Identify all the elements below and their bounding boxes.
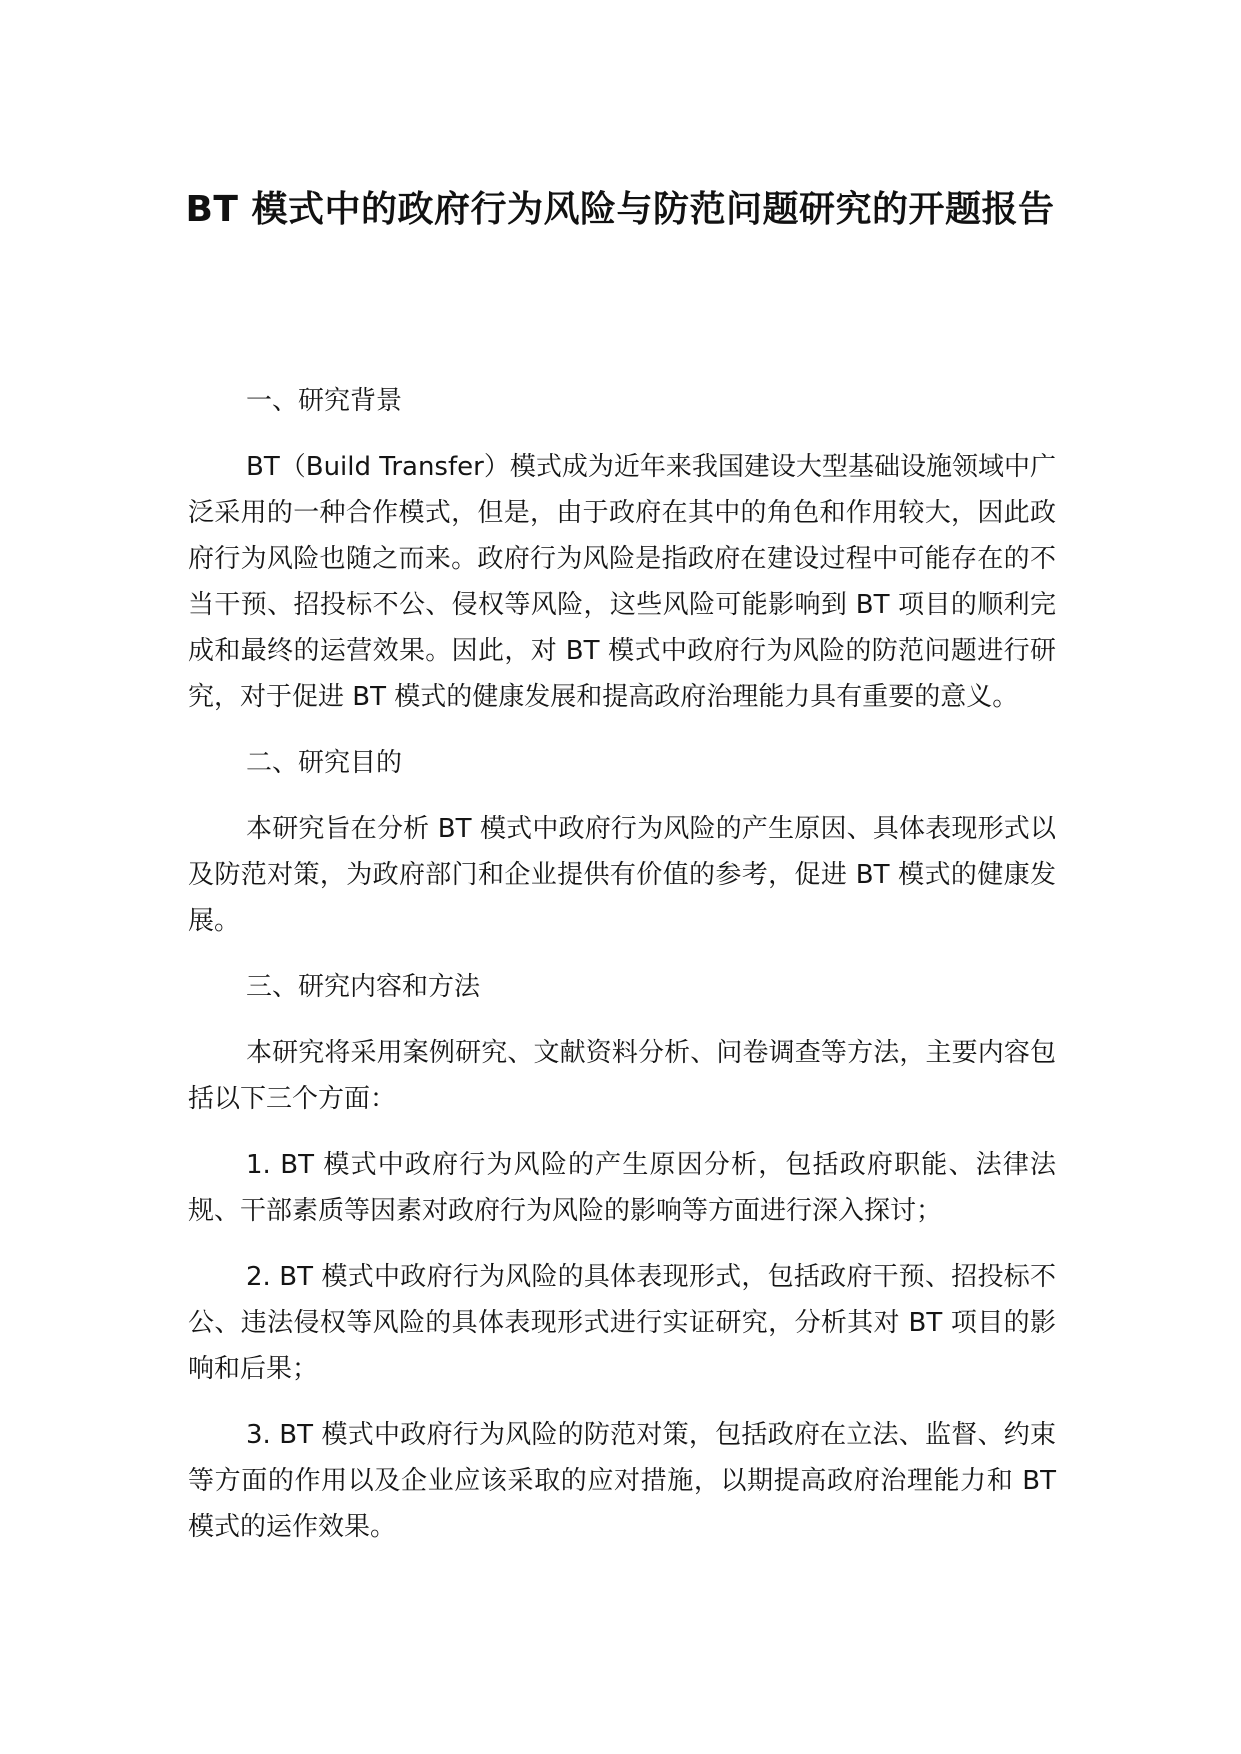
content-item-1: 1. BT 模式中政府行为风险的产生原因分析，包括政府职能、法律法规、干部素质等因素对政府行为风险的影响等方面进行深入探讨； [188,1150,1056,1226]
content-item-2: 2. BT 模式中政府行为风险的具体表现形式，包括政府干预、招投标不公、违法侵权等风险的具体表现形式进行实证研究，分析其对 BT 项目的影响和后果； [188,1262,1056,1384]
content-item-3: 3. BT 模式中政府行为风险的防范对策，包括政府在立法、监督、约束等方面的作用以及企业应该采取的应对措施，以期提高政府治理能力和 BT 模式的运作效果。 [188,1420,1056,1542]
section-heading-background: 一、研究背景 [246,386,403,416]
section-heading-purpose: 二、研究目的 [246,748,403,778]
document-body [188,378,1056,1570]
methods-intro-paragraph: 本研究将采用案例研究、文献资料分析、问卷调查等方法，主要内容包括以下三个方面： [188,1038,1056,1114]
background-paragraph: BT（Build Transfer）模式成为近年来我国建设大型基础设施领域中广泛采用的一种合作模式，但是，由于政府在其中的角色和作用较大，因此政府行为风险也随之而来。政府行为风险是指政府在建设过程中可能存在的不当干预、招投标不公、侵权等风险，这些风险可能影响到 BT 项目的顺利完成和最终的运营效果。因此，对 BT 模式中政府行为风险的防范问题进行研究，对于促进 BT 模式的健康发展和提高政府治理能力具有重要的意义。 [188,452,1056,712]
document-title: BT 模式中的政府行为风险与防范问题研究的开题报告 [185,189,1055,230]
section-heading-content-methods: 三、研究内容和方法 [246,972,481,1002]
purpose-paragraph: 本研究旨在分析 BT 模式中政府行为风险的产生原因、具体表现形式以及防范对策，为政府部门和企业提供有价值的参考，促进 BT 模式的健康发展。 [188,814,1056,936]
